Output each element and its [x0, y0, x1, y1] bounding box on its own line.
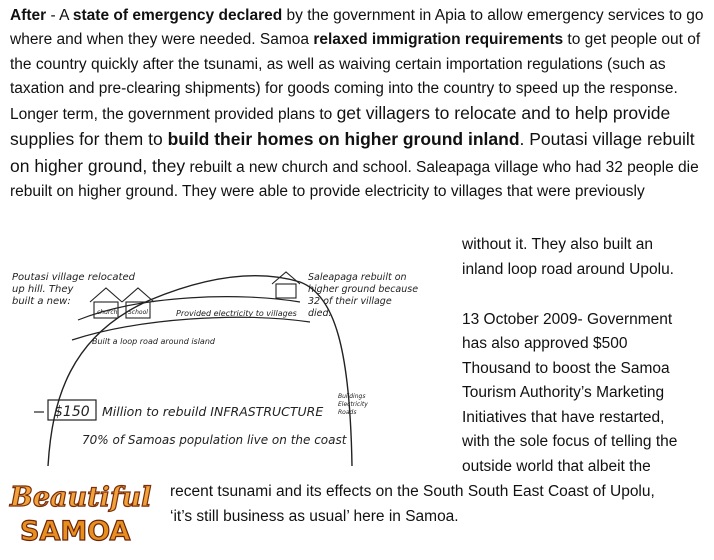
infra-note: Roads	[338, 409, 357, 416]
saleapaga-building	[272, 272, 300, 298]
text-run-large: get villagers to relocate and to help provide supplies for them to	[10, 103, 671, 150]
saleapaga-note: higher ground because	[308, 284, 419, 295]
saleapaga-note: Saleapaga rebuilt on	[308, 272, 407, 283]
text-run: rebuilt a new church and school. Saleapaga village who had 32 people die rebuilt on higher ground. They were able to provide electricity to villages that were previously	[10, 158, 699, 201]
poutasi-note: built a new:	[12, 296, 71, 307]
text-run-large: . Poutasi village rebuilt on higher ground, they	[10, 129, 695, 176]
after-heading: After	[10, 7, 47, 24]
right-column-line: with the sole focus of telling the	[462, 433, 678, 450]
text-run: by the government in Apia to allow emergency services to go where and when they were needed. Samoa	[10, 7, 704, 49]
saleapaga-note: died.	[308, 308, 332, 319]
infra-note: Buildings	[338, 393, 366, 400]
state-of-emergency-bold: state of emergency declared	[72, 7, 283, 24]
poutasi-note: up hill. They	[12, 284, 74, 295]
relaxed-immigration-bold: relaxed immigration requirements	[313, 31, 564, 49]
main-paragraph	[10, 4, 710, 204]
right-column-line: 13 October 2009- Government	[462, 311, 673, 328]
money-amount: $150	[54, 404, 90, 420]
church-label: church	[97, 309, 118, 316]
money-note: Million to rebuild INFRASTRUCTURE	[102, 404, 324, 419]
bottom-line: ‘it’s still business as usual’ here in Samoa.	[170, 508, 459, 525]
bottom-line: recent tsunami and its effects on the South South East Coast of Upolu,	[170, 483, 655, 500]
right-column-line: has also approved $500	[462, 335, 628, 352]
right-column-line: without it. They also built an	[462, 236, 653, 253]
right-column-line: outside world that albeit the	[462, 458, 651, 475]
build-homes-bold: build their homes on higher ground inland	[167, 129, 520, 150]
population-note: 70% of Samoas population live on the coast	[82, 433, 347, 447]
poutasi-note: Poutasi village relocated	[12, 272, 135, 283]
right-column-line: Thousand to boost the Samoa	[462, 360, 670, 377]
saleapaga-note: 32 of their village	[308, 296, 392, 307]
right-column-line: Tourism Authority’s Marketing	[462, 384, 665, 401]
right-column-line: Initiatives that have restarted,	[462, 409, 665, 426]
school-label: School	[128, 309, 148, 316]
text-run: to get people out of the country quickly after the tsunami, as well as waiving certain importation regulations (such as taxation and pre-clearing shipments) for goods coming into the country to speed up the response. Longer term, the government provided plans to	[10, 31, 701, 124]
electricity-note: Provided electricity to villages	[176, 309, 297, 318]
right-column-line: inland loop road around Upolu.	[462, 261, 674, 278]
logo-beautiful: Beautiful	[10, 482, 152, 513]
infra-note: Electricity	[338, 401, 368, 408]
school-building	[122, 288, 154, 318]
logo-samoa: SAMOA	[20, 516, 131, 547]
loop-road-note: Built a loop road around island	[92, 337, 215, 346]
text-run: - A	[46, 7, 73, 24]
beautiful-samoa-logo	[4, 474, 154, 552]
hand-drawn-sketch	[0, 240, 455, 470]
